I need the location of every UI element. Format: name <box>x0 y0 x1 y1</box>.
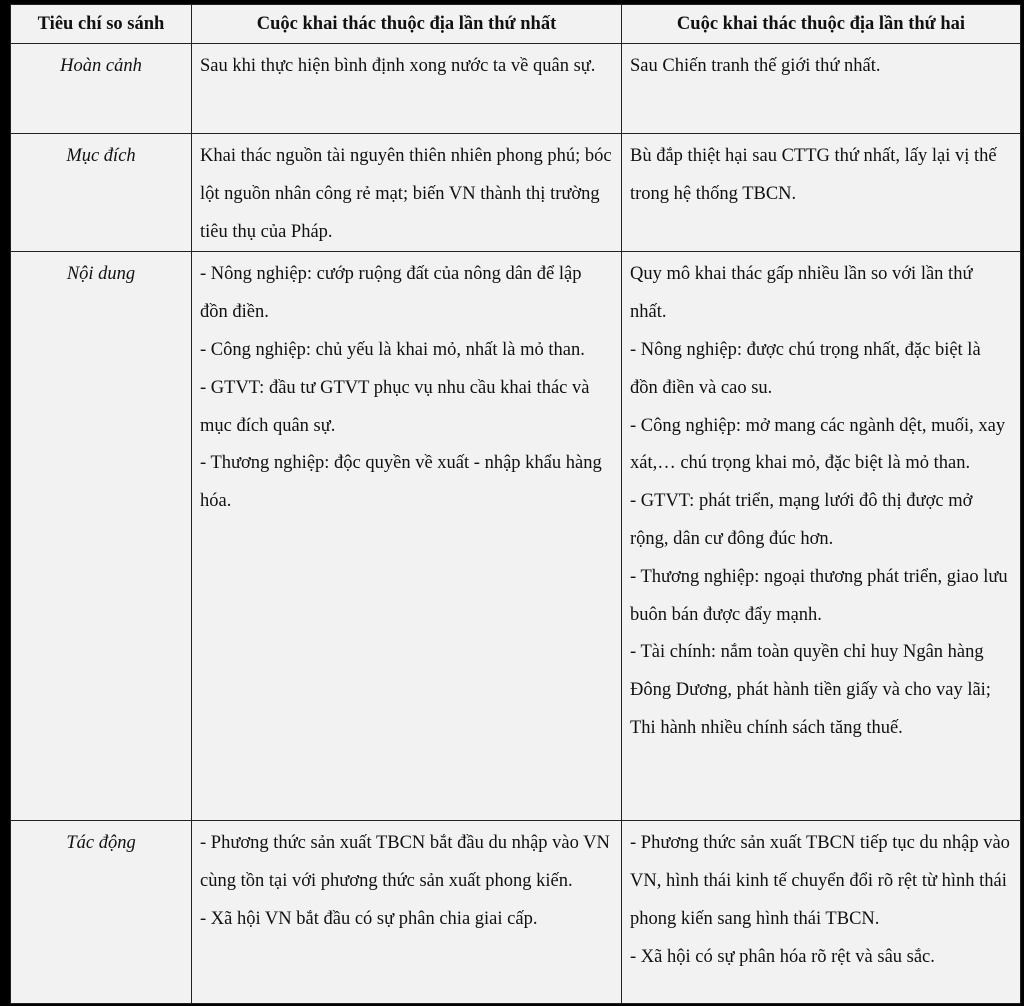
first-cell <box>192 252 622 821</box>
cell-text: - Phương thức sản xuất TBCN tiếp tục du nhập vào VN, hình thái kinh tế chuyển đổi rõ rệt từ hình thái phong kiến sang hình thái TBCN. <box>630 833 1010 929</box>
table-row <box>11 44 1021 134</box>
criterion-cell: Tác động <box>11 821 192 1004</box>
cell-text: - Công nghiệp: chủ yếu là khai mỏ, nhất là mỏ than. <box>200 339 585 360</box>
second-cell <box>622 821 1021 1004</box>
cell-text: - Xã hội VN bắt đầu có sự phân chia giai cấp. <box>200 908 538 929</box>
first-cell <box>192 821 622 1004</box>
cell-text: - Thương nghiệp: độc quyền về xuất - nhập khẩu hàng hóa. <box>200 453 602 512</box>
cell-text: - Công nghiệp: mở mang các ngành dệt, muối, xay xát,… chú trọng khai mỏ, đặc biệt là mỏ than. <box>630 415 1006 474</box>
table-row <box>11 821 1021 1004</box>
cell-text: - GTVT: đầu tư GTVT phục vụ nhu cầu khai thác và mục đích quân sự. <box>200 377 590 436</box>
cell-text: - Xã hội có sự phân hóa rõ rệt và sâu sắc. <box>630 946 935 967</box>
header-first-exploitation: Cuộc khai thác thuộc địa lần thứ nhất <box>192 5 622 44</box>
second-cell <box>622 134 1021 252</box>
cell-text: Sau khi thực hiện bình định xong nước ta về quân sự. <box>200 56 596 76</box>
cell-text: Khai thác nguồn tài nguyên thiên nhiên phong phú; bóc lột nguồn nhân công rẻ mạt; biến VN thành thị trường tiêu thụ của Pháp. <box>200 146 612 242</box>
criterion-cell: Nội dung <box>11 252 192 821</box>
table-row <box>11 134 1021 252</box>
comparison-table <box>10 4 1021 1004</box>
cell-text: Bù đắp thiệt hại sau CTTG thứ nhất, lấy lại vị thế trong hệ thống TBCN. <box>630 146 997 204</box>
cell-text: - Nông nghiệp: cướp ruộng đất của nông dân để lập đồn điền. <box>200 264 582 323</box>
cell-text: Quy mô khai thác gấp nhiều lần so với lần thứ nhất. <box>630 264 973 323</box>
first-cell <box>192 134 622 252</box>
cell-text: - Phương thức sản xuất TBCN bắt đầu du nhập vào VN cùng tồn tại với phương thức sản xuất phong kiến. <box>200 833 610 892</box>
second-cell <box>622 252 1021 821</box>
table-row <box>11 252 1021 821</box>
header-second-exploitation: Cuộc khai thác thuộc địa lần thứ hai <box>622 5 1021 44</box>
second-cell <box>622 44 1021 134</box>
header-criteria: Tiêu chí so sánh <box>11 5 192 44</box>
first-cell <box>192 44 622 134</box>
header-row <box>11 5 1021 44</box>
cell-text: - Nông nghiệp: được chú trọng nhất, đặc biệt là đồn điền và cao su. <box>630 339 981 398</box>
cell-text: - Tài chính: nắm toàn quyền chỉ huy Ngân hàng Đông Dương, phát hành tiền giấy và cho vay lãi; Thi hành nhiều chính sách tăng thuế. <box>630 642 991 738</box>
cell-text: - Thương nghiệp: ngoại thương phát triển, giao lưu buôn bán được đẩy mạnh. <box>630 566 1008 625</box>
criterion-cell: Hoàn cảnh <box>11 44 192 134</box>
criterion-cell: Mục đích <box>11 134 192 252</box>
cell-text: Sau Chiến tranh thế giới thứ nhất. <box>630 56 881 76</box>
cell-text: - GTVT: phát triển, mạng lưới đô thị được mở rộng, dân cư đông đúc hơn. <box>630 491 973 549</box>
